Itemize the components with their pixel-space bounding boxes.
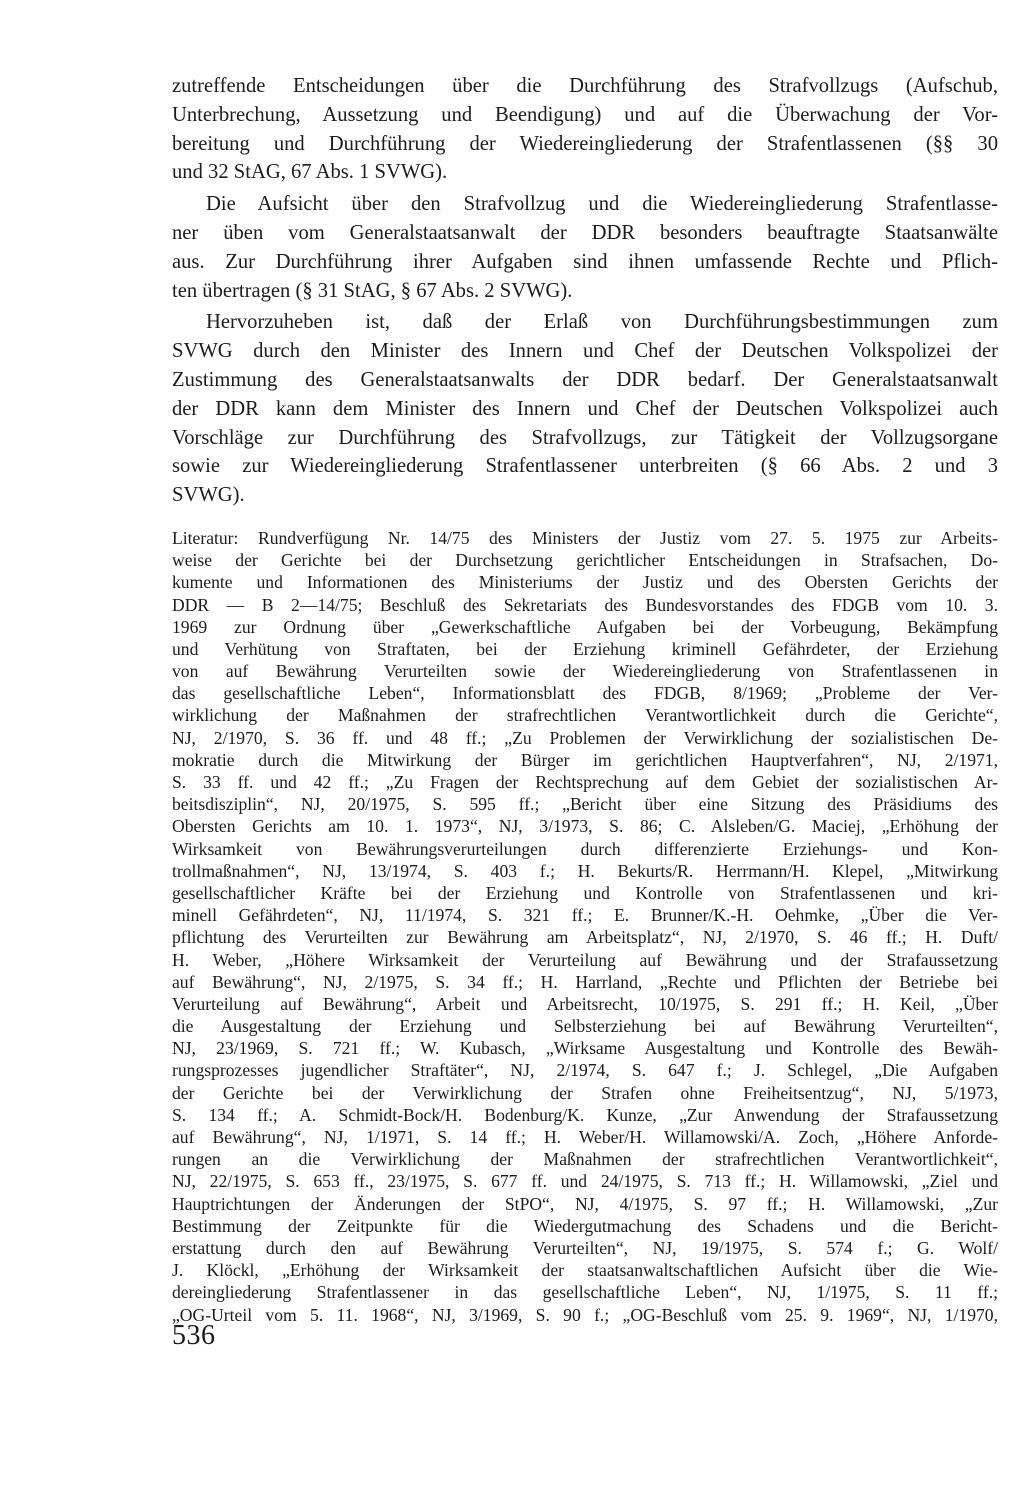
literature-line: Hauptrichtungen der Änderungen der StPO“, NJ, 4/1975, S. 97 ff.; H. Willamowski, „Zur: [172, 1193, 998, 1214]
literature-line: wirklichung der Maßnahmen der strafrechtlichen Verantwortlichkeit durch die Gerichte“,: [172, 705, 998, 726]
literature-line: und Verhütung von Straftaten, bei der Erziehung kriminell Gefährdeter, der Erziehung: [172, 638, 998, 659]
text-line: SVWG).: [172, 484, 245, 507]
literature-line: erstattung durch den auf Bewährung Verurteilten“, NJ, 19/1975, S. 574 f.; G. Wolf/: [172, 1237, 998, 1258]
literature-line: rungen an die Verwirklichung der Maßnahmen der strafrechtlichen Verantwortlichkeit“,: [172, 1149, 998, 1170]
literature-line: NJ, 2/1970, S. 36 ff. und 48 ff.; „Zu Problemen der Verwirklichung der sozialistischen De-: [172, 727, 998, 748]
literature-line: S. 134 ff.; A. Schmidt-Bock/H. Bodenburg/K. Kunze, „Zur Anwendung der Strafaussetzung: [172, 1104, 998, 1125]
text-line: SVWG durch den Minister des Innern und Chef der Deutschen Volkspolizei der: [172, 340, 998, 363]
text-line: und 32 StAG, 67 Abs. 1 SVWG).: [172, 161, 448, 184]
body-text: [172, 72, 998, 510]
literature-line: mokratie durch die Mitwirkung der Bürger im gerichtlichen Hauptverfahren“, NJ, 2/1971,: [172, 749, 998, 770]
literature-line: weise der Gerichte bei der Durchsetzung gerichtlicher Entscheidungen in Strafsachen, Do-: [172, 550, 998, 571]
literature-line: kumente und Informationen des Ministeriums der Justiz und des Obersten Gerichts der: [172, 572, 998, 593]
paragraph: [172, 190, 998, 305]
literature-line: von auf Bewährung Verurteilten sowie der Wiedereingliederung von Strafentlassenen in: [172, 661, 998, 682]
literature-line: pflichtung des Verurteilten zur Bewährung am Arbeitsplatz“, NJ, 2/1970, S. 46 ff.; H. Duft/: [172, 927, 998, 948]
text-line: Vorschläge zur Durchführung des Strafvollzugs, zur Tätigkeit der Vollzugsorgane: [172, 426, 998, 449]
text-line: Unterbrechung, Aussetzung und Beendigung) und auf die Überwachung der Vor-: [172, 103, 998, 126]
literature-section: [172, 527, 998, 1326]
literature-line: gesellschaftlicher Kräfte bei der Erziehung und Kontrolle von Strafentlassenen und kri-: [172, 882, 998, 903]
literature-line: minell Gefährdeten“, NJ, 11/1974, S. 321 ff.; E. Brunner/K.-H. Oehmke, „Über die Ver-: [172, 905, 998, 926]
literature-line: Bestimmung der Zeitpunkte für die Wiedergutmachung des Schadens und die Bericht-: [172, 1215, 998, 1236]
page-number: 536: [172, 1320, 216, 1351]
literature-line: Verurteilung auf Bewährung“, Arbeit und Arbeitsrecht, 10/1975, S. 291 ff.; H. Keil, „Über: [172, 993, 998, 1014]
literature-line: auf Bewährung“, NJ, 1/1971, S. 14 ff.; H. Weber/H. Willamowski/A. Zoch, „Höhere Anforde-: [172, 1127, 998, 1148]
text-line: sowie zur Wiedereingliederung Strafentlassener unterbreiten (§ 66 Abs. 2 und 3: [172, 455, 998, 478]
literature-line: 1969 zur Ordnung über „Gewerkschaftliche Aufgaben bei der Vorbeugung, Bekämpfung: [172, 616, 998, 637]
literature-line: DDR — B 2—14/75; Beschluß des Sekretariats des Bundesvorstandes des FDGB vom 10. 3.: [172, 594, 998, 615]
literature-line: Obersten Gerichts am 10. 1. 1973“, NJ, 3/1973, S. 86; C. Alsleben/G. Maciej, „Erhöhung der: [172, 816, 998, 837]
text-line: bereitung und Durchführung der Wiedereingliederung der Strafentlassenen (§§ 30: [172, 132, 998, 155]
page-content: [172, 72, 998, 1326]
literature-line: beitsdisziplin“, NJ, 20/1975, S. 595 ff.; „Bericht über eine Sitzung des Präsidiums des: [172, 794, 998, 815]
paragraph: [172, 72, 998, 187]
literature-line: rungsprozesses jugendlicher Straftäter“, NJ, 2/1974, S. 647 f.; J. Schlegel, „Die Aufgaben: [172, 1060, 998, 1081]
text-line: aus. Zur Durchführung ihrer Aufgaben sind ihnen umfassende Rechte und Pflich-: [172, 250, 998, 273]
literature-line: das gesellschaftliche Leben“, Informationsblatt des FDGB, 8/1969; „Probleme der Ver-: [172, 683, 998, 704]
paragraph: [172, 308, 998, 510]
text-line: ten übertragen (§ 31 StAG, § 67 Abs. 2 SVWG).: [172, 279, 573, 302]
literature-line: NJ, 22/1975, S. 653 ff., 23/1975, S. 677 ff. und 24/1975, S. 713 ff.; H. Willamowski, „Ziel und: [172, 1171, 998, 1192]
literature-line: Literatur: Rundverfügung Nr. 14/75 des Ministers der Justiz vom 27. 5. 1975 zur Arbeits-: [172, 527, 998, 548]
literature-line: auf Bewährung“, NJ, 2/1975, S. 34 ff.; H. Harrland, „Rechte und Pflichten der Betriebe bei: [172, 971, 998, 992]
literature-line: die Ausgestaltung der Erziehung und Selbsterziehung bei auf Bewährung Verurteilten“,: [172, 1016, 998, 1037]
text-line: Zustimmung des Generalstaatsanwalts der DDR bedarf. Der Generalstaatsanwalt: [172, 368, 998, 391]
text-line: ner üben vom Generalstaatsanwalt der DDR besonders beauftragte Staatsanwälte: [172, 221, 998, 244]
text-line: der DDR kann dem Minister des Innern und Chef der Deutschen Volkspolizei auch: [172, 397, 998, 420]
literature-line: S. 33 ff. und 42 ff.; „Zu Fragen der Rechtsprechung auf dem Gebiet der sozialistischen Ar-: [172, 772, 998, 793]
literature-line: Wirksamkeit von Bewährungsverurteilungen durch differenzierte Erziehungs- und Kon-: [172, 838, 998, 859]
literature-line: „OG-Urteil vom 5. 11. 1968“, NJ, 3/1969, S. 90 f.; „OG-Beschluß vom 25. 9. 1969“, NJ, 1/1970,: [172, 1304, 998, 1325]
text-line: zutreffende Entscheidungen über die Durchführung des Strafvollzugs (Aufschub,: [172, 75, 998, 97]
literature-line: H. Weber, „Höhere Wirksamkeit der Verurteilung auf Bewährung und der Strafaussetzung: [172, 949, 998, 970]
literature-line: NJ, 23/1969, S. 721 ff.; W. Kubasch, „Wirksame Ausgestaltung und Kontrolle des Bewäh-: [172, 1038, 998, 1059]
text-line: Die Aufsicht über den Strafvollzug und die Wiedereingliederung Strafentlasse-: [206, 193, 998, 216]
literature-line: J. Klöckl, „Erhöhung der Wirksamkeit der staatsanwaltschaftlichen Aufsicht über die Wie-: [172, 1260, 998, 1281]
literature-line: der Gerichte bei der Verwirklichung der Strafen ohne Freiheitsentzug“, NJ, 5/1973,: [172, 1082, 998, 1103]
literature-line: dereingliederung Strafentlassener in das gesellschaftliche Leben“, NJ, 1/1975, S. 11 ff.;: [172, 1282, 998, 1303]
text-line: Hervorzuheben ist, daß der Erlaß von Durchführungsbestimmungen zum: [206, 311, 998, 334]
literature-line: trollmaßnahmen“, NJ, 13/1974, S. 403 f.; H. Bekurts/R. Herrmann/H. Klepel, „Mitwirkung: [172, 860, 998, 881]
